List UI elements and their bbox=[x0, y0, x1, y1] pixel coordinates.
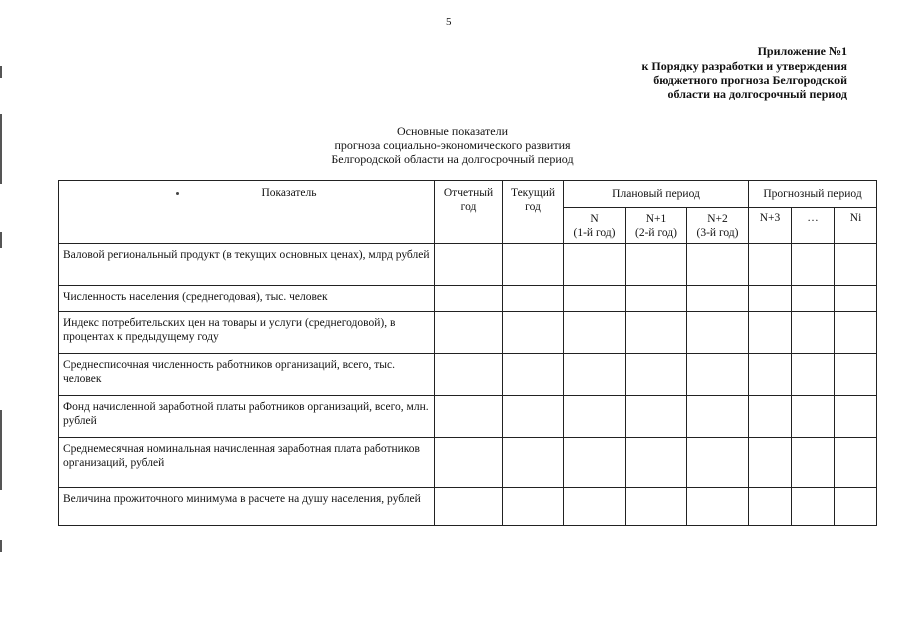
row-label: Величина прожиточного минимума в расчете на душу населения, рублей bbox=[59, 488, 435, 526]
header-current-year: Текущий год bbox=[503, 181, 564, 244]
header-forecast-ellipsis: … bbox=[792, 208, 835, 244]
margin-mark bbox=[0, 66, 2, 78]
table-row bbox=[59, 354, 877, 396]
table-row bbox=[59, 286, 877, 312]
row-label: Численность населения (среднегодовая), тыс. человек bbox=[59, 286, 435, 312]
header-planned-year: N+1 (2-й год) bbox=[626, 208, 687, 244]
table-row bbox=[59, 244, 877, 286]
header-planned-year: N+2 (3-й год) bbox=[687, 208, 749, 244]
header-indicator: Показатель bbox=[59, 181, 435, 244]
header-forecast-year: N+3 bbox=[749, 208, 792, 244]
row-label: Среднемесячная номинальная начисленная заработная плата работников организаций, рублей bbox=[59, 438, 435, 488]
row-label: Среднесписочная численность работников организаций, всего, тыс. человек bbox=[59, 354, 435, 396]
table-row bbox=[59, 396, 877, 438]
title-line: Белгородской области на долгосрочный период bbox=[331, 152, 574, 166]
appendix-title: Приложение №1 bbox=[757, 44, 847, 58]
table-row bbox=[59, 488, 877, 526]
margin-mark bbox=[0, 540, 2, 552]
table-row bbox=[59, 312, 877, 354]
header-forecast-year: Ni bbox=[835, 208, 877, 244]
appendix-line: к Порядку разработки и утверждения bbox=[641, 59, 847, 73]
title-line: прогноза социально-экономического развития bbox=[334, 138, 571, 152]
header-planned-year: N (1-й год) bbox=[564, 208, 626, 244]
appendix-line: области на долгосрочный период bbox=[667, 87, 847, 101]
indicators-table bbox=[58, 180, 877, 526]
row-label: Индекс потребительских цен на товары и услуги (среднегодовой), в процентах к предыдущему году bbox=[59, 312, 435, 354]
margin-mark bbox=[0, 410, 2, 490]
appendix-header bbox=[641, 44, 847, 101]
page-number: 5 bbox=[446, 16, 452, 28]
margin-mark bbox=[0, 232, 2, 248]
appendix-line: бюджетного прогноза Белгородской bbox=[653, 73, 847, 87]
table-row bbox=[59, 438, 877, 488]
title-line: Основные показатели bbox=[396, 124, 509, 138]
document-title bbox=[0, 124, 905, 166]
header-forecast-period: Прогнозный период bbox=[749, 181, 877, 208]
row-label: Валовой региональный продукт (в текущих основных ценах), млрд рублей bbox=[59, 244, 435, 286]
header-planned-period: Плановый период bbox=[564, 181, 749, 208]
header-reporting-year: Отчетный год bbox=[435, 181, 503, 244]
stray-dot bbox=[176, 192, 179, 195]
row-label: Фонд начисленной заработной платы работников организаций, всего, млн. рублей bbox=[59, 396, 435, 438]
